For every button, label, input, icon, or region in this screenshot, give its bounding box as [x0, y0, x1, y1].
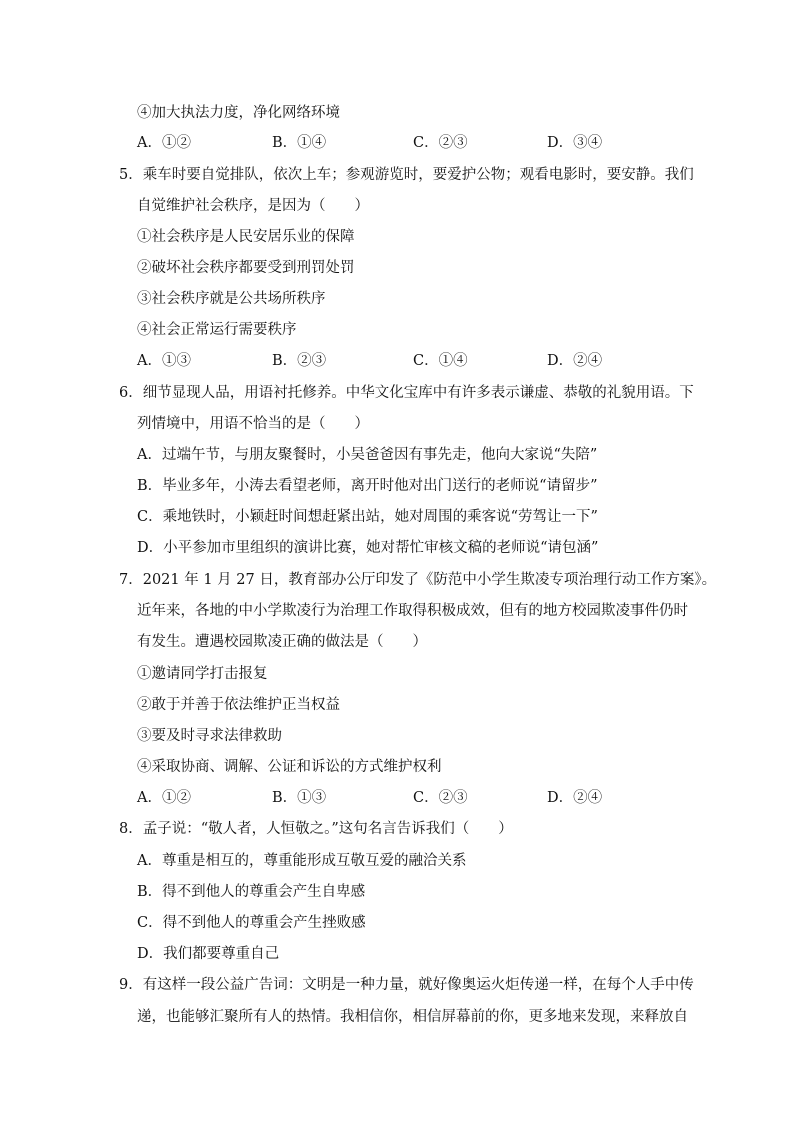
q7-option-b: B．①③ — [272, 790, 327, 806]
q9-stem-line-2: 递，也能够汇聚所有人的热情。我相信你，相信屏幕前的你，更多地来发现，来释放自 — [137, 1009, 688, 1025]
q7-option-d: D．②④ — [547, 790, 603, 806]
q8-choice-c: C．得不到他人的尊重会产生挫败感 — [137, 915, 366, 931]
q4-option-d: D．③④ — [547, 135, 603, 151]
q7-statement-1: ①邀请同学打击报复 — [137, 666, 268, 682]
q7-stem-line-1: 7．2021 年 1 月 27 日，教育部办公厅印发了《防范中小学生欺凌专项治理行动工作方案》。 — [119, 572, 717, 588]
q5-option-c: C．①④ — [413, 353, 468, 369]
q4-option-b: B．①④ — [272, 135, 327, 151]
q7-option-a: A．①② — [137, 790, 191, 806]
q6-choice-a: A．过端午节，与朋友聚餐时，小吴爸爸因有事先走，他向大家说“失陪” — [137, 447, 598, 463]
q4-statement-4: ④加大执法力度，净化网络环境 — [137, 105, 340, 121]
q7-stem-line-2: 近年来，各地的中小学欺凌行为治理工作取得积极成效，但有的地方校园欺凌事件仍时 — [137, 603, 688, 619]
q7-statement-2: ②敢于并善于依法维护正当权益 — [137, 697, 340, 713]
q5-option-a: A．①③ — [137, 353, 191, 369]
q5-statement-1: ①社会秩序是人民安居乐业的保障 — [137, 229, 355, 245]
q5-options — [137, 351, 697, 371]
q7-stem-line-3: 有发生。遭遇校园欺凌正确的做法是（ ） — [137, 634, 427, 650]
q5-stem-line-1: 5．乘车时要自觉排队，依次上车；参观游览时，要爱护公物；观看电影时，要安静。我们 — [119, 167, 694, 183]
q8-choice-b: B．得不到他人的尊重会产生自卑感 — [137, 884, 366, 900]
q5-statement-4: ④社会正常运行需要秩序 — [137, 322, 297, 338]
q9-stem-line-1: 9．有这样一段公益广告词：文明是一种力量，就好像奥运火炬传递一样，在每个人手中传 — [119, 977, 694, 993]
q5-statement-3: ③社会秩序就是公共场所秩序 — [137, 291, 326, 307]
q8-choice-a: A．尊重是相互的，尊重能形成互敬互爱的融洽关系 — [137, 853, 467, 869]
q5-statement-2: ②破坏社会秩序都要受到刑罚处罚 — [137, 260, 355, 276]
q4-option-a: A．①② — [137, 135, 191, 151]
q7-statement-3: ③要及时寻求法律救助 — [137, 728, 282, 744]
q6-stem-line-2: 列情境中，用语不恰当的是（ ） — [137, 416, 369, 432]
q5-option-b: B．②③ — [272, 353, 327, 369]
q6-choice-b: B．毕业多年，小涛去看望老师，离开时他对出门送行的老师说“请留步” — [137, 478, 598, 494]
q8-stem-line-1: 8．孟子说：“敬人者，人恒敬之。”这句名言告诉我们（ ） — [119, 821, 513, 837]
q7-option-c: C．②③ — [413, 790, 468, 806]
q4-options — [137, 133, 697, 153]
q7-statement-4: ④采取协商、调解、公证和诉讼的方式维护权利 — [137, 759, 442, 775]
q4-option-c: C．②③ — [413, 135, 468, 151]
q7-options — [137, 788, 697, 808]
q5-option-d: D．②④ — [547, 353, 603, 369]
q5-stem-line-2: 自觉维护社会秩序，是因为（ ） — [137, 198, 369, 214]
q6-choice-c: C．乘地铁时，小颖赶时间想赶紧出站，她对周围的乘客说“劳驾让一下” — [137, 509, 598, 525]
q6-stem-line-1: 6．细节显现人品，用语衬托修养。中华文化宝库中有许多表示谦虚、恭敬的礼貌用语。下 — [119, 385, 694, 401]
q6-choice-d: D．小平参加市里组织的演讲比赛，她对帮忙审核文稿的老师说“请包涵” — [137, 540, 599, 556]
q8-choice-d: D．我们都要尊重自己 — [137, 946, 280, 962]
